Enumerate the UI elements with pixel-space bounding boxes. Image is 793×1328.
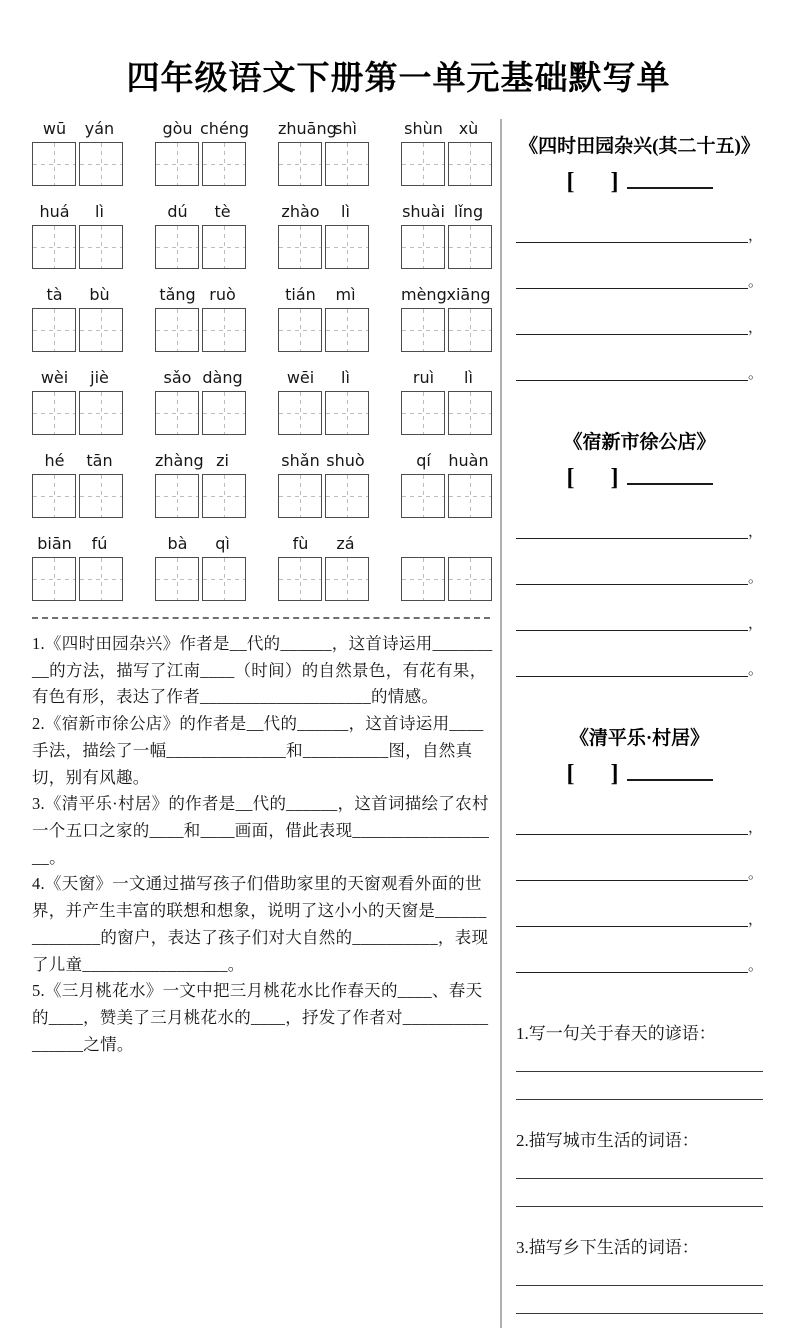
content-columns bbox=[32, 119, 765, 1328]
pinyin-syllable: shì bbox=[334, 119, 357, 138]
left-column bbox=[32, 119, 500, 1328]
pinyin-syllable: biān bbox=[37, 534, 72, 553]
question-2: 2.《宿新市徐公店》的作者是__代的______，这首诗运用____手法，描绘了一幅______________和__________图，自然真切，别有风趣。 bbox=[32, 714, 484, 787]
writing-box bbox=[155, 142, 199, 186]
pinyin-word-group bbox=[278, 119, 371, 186]
writing-box bbox=[79, 308, 123, 352]
writing-box bbox=[79, 474, 123, 518]
verse-blank-row bbox=[516, 276, 763, 289]
bracket-left: [ bbox=[566, 761, 575, 787]
writing-box bbox=[202, 474, 246, 518]
writing-box bbox=[401, 557, 445, 601]
pinyin-row bbox=[32, 119, 494, 186]
writing-box bbox=[448, 142, 492, 186]
bracket-left: [ bbox=[566, 465, 575, 491]
pinyin-word-group bbox=[155, 368, 248, 435]
pinyin-word-group bbox=[32, 451, 125, 518]
verse-punctuation: ， bbox=[748, 524, 764, 540]
pinyin-syllable: wū bbox=[42, 119, 67, 138]
verse-punctuation: ， bbox=[748, 616, 764, 632]
writing-box bbox=[202, 308, 246, 352]
writing-box bbox=[32, 557, 76, 601]
writing-box bbox=[448, 391, 492, 435]
pinyin-syllable: lì bbox=[95, 202, 104, 221]
pinyin-syllable: zi bbox=[216, 451, 229, 470]
answer-blank-line bbox=[516, 1283, 763, 1286]
pinyin-syllable: shuò bbox=[326, 451, 365, 470]
pinyin-word-group bbox=[401, 451, 494, 518]
writing-box bbox=[401, 391, 445, 435]
pinyin-syllable: xù bbox=[458, 119, 479, 138]
pinyin-syllable: wēi bbox=[286, 368, 315, 387]
pinyin-syllable: fú bbox=[91, 534, 108, 553]
prompt-city-words: 2.描写城市生活的词语： bbox=[516, 1131, 699, 1150]
answer-blank-line bbox=[516, 1176, 763, 1179]
verse-blank-row bbox=[516, 618, 763, 631]
pinyin-syllable bbox=[401, 534, 446, 557]
pinyin-syllable: shǎn bbox=[281, 451, 320, 470]
pinyin-syllable: zhàng bbox=[155, 451, 204, 470]
verse-blank-row bbox=[516, 572, 763, 585]
bracket-right: ] bbox=[610, 465, 619, 491]
pinyin-word-group bbox=[32, 119, 125, 186]
page-title: 四年级语文下册第一单元基础默写单 bbox=[126, 61, 671, 97]
writing-box bbox=[155, 474, 199, 518]
writing-box bbox=[202, 557, 246, 601]
bracket-left: [ bbox=[566, 169, 575, 195]
answer-blank-line bbox=[516, 1204, 763, 1207]
verse-blank-row bbox=[516, 664, 763, 677]
pinyin-word-group bbox=[278, 451, 371, 518]
pinyin-syllable: chéng bbox=[200, 119, 250, 138]
writing-box bbox=[325, 225, 369, 269]
writing-box bbox=[202, 142, 246, 186]
writing-box bbox=[278, 391, 322, 435]
writing-box bbox=[278, 308, 322, 352]
pinyin-syllable: shùn bbox=[404, 119, 443, 138]
pinyin-word-group bbox=[155, 202, 248, 269]
pinyin-syllable: qì bbox=[215, 534, 230, 553]
verse-blank-row bbox=[516, 914, 763, 927]
pinyin-word-group bbox=[155, 119, 248, 186]
pinyin-word-group bbox=[32, 285, 125, 352]
answer-blank-line bbox=[516, 1097, 763, 1100]
pinyin-word-group bbox=[401, 202, 494, 269]
right-column bbox=[500, 119, 765, 1328]
word-prompts bbox=[516, 1019, 763, 1314]
pinyin-word-group bbox=[155, 285, 248, 352]
pinyin-syllable: wèi bbox=[40, 368, 69, 387]
pinyin-syllable: lì bbox=[341, 202, 350, 221]
writing-box bbox=[325, 474, 369, 518]
poem-title: 《宿新市徐公店》 bbox=[563, 432, 716, 453]
pinyin-syllable: sǎo bbox=[163, 368, 192, 387]
question-5: 5.《三月桃花水》一文中把三月桃花水比作春天的____、春天的____，赞美了三月桃花水的____，抒发了作者对________________之情。 bbox=[32, 981, 489, 1054]
pinyin-word-group bbox=[278, 202, 371, 269]
pinyin-word-group bbox=[401, 368, 494, 435]
writing-box bbox=[325, 142, 369, 186]
pinyin-word-group bbox=[32, 202, 125, 269]
verse-punctuation: 。 bbox=[748, 570, 764, 586]
pinyin-syllable: tān bbox=[86, 451, 113, 470]
pinyin-syllable: zhuāng bbox=[278, 119, 337, 138]
poem-title: 《清平乐·村居》 bbox=[569, 728, 710, 749]
writing-box bbox=[79, 142, 123, 186]
verse-blank-row bbox=[516, 822, 763, 835]
writing-box bbox=[278, 557, 322, 601]
writing-box bbox=[32, 391, 76, 435]
verse-punctuation: ， bbox=[748, 912, 764, 928]
verse-blank-line bbox=[516, 536, 748, 539]
verse-blank-line bbox=[516, 628, 748, 631]
pinyin-row bbox=[32, 534, 494, 601]
verse-punctuation: 。 bbox=[748, 662, 764, 678]
prompt-country-words: 3.描写乡下生活的词语： bbox=[516, 1238, 699, 1257]
writing-box bbox=[401, 142, 445, 186]
writing-box bbox=[401, 308, 445, 352]
writing-box bbox=[32, 142, 76, 186]
pinyin-syllable: shuài bbox=[402, 202, 445, 221]
pinyin-syllable: xiāng bbox=[446, 285, 491, 304]
pinyin-word-group bbox=[278, 368, 371, 435]
pinyin-syllable: huá bbox=[39, 202, 70, 221]
writing-box bbox=[32, 225, 76, 269]
dashed-divider bbox=[32, 617, 490, 619]
pinyin-syllable: huàn bbox=[448, 451, 489, 470]
bracket-right: ] bbox=[610, 169, 619, 195]
verse-blank-line bbox=[516, 582, 748, 585]
pinyin-word-group bbox=[155, 451, 248, 518]
verse-blank-row bbox=[516, 368, 763, 381]
pinyin-syllable: mèng bbox=[401, 285, 447, 304]
writing-box bbox=[448, 225, 492, 269]
pinyin-syllable: bà bbox=[167, 534, 188, 553]
pinyin-syllable bbox=[446, 534, 491, 557]
pinyin-word-group bbox=[155, 534, 248, 601]
verse-blank-row bbox=[516, 960, 763, 973]
pinyin-syllable: tè bbox=[214, 202, 231, 221]
verse-punctuation: 。 bbox=[748, 866, 764, 882]
comprehension-questions bbox=[32, 631, 494, 1059]
pinyin-word-group bbox=[32, 368, 125, 435]
poem-section-qingpingle bbox=[516, 723, 763, 973]
pinyin-syllable: lì bbox=[464, 368, 473, 387]
verse-punctuation: 。 bbox=[748, 274, 764, 290]
pinyin-syllable: hé bbox=[44, 451, 65, 470]
pinyin-syllable: zhào bbox=[281, 202, 320, 221]
writing-box bbox=[32, 308, 76, 352]
pinyin-syllable: dú bbox=[167, 202, 188, 221]
pinyin-word-group bbox=[32, 534, 125, 601]
question-1: 1.《四时田园杂兴》作者是__代的______，这首诗运用_________的方法，描写了江南____（时间）的自然景色，有花有果，有色有形，表达了作者____________________的情感。 bbox=[32, 634, 493, 707]
pinyin-syllable: tǎng bbox=[159, 285, 196, 304]
pinyin-syllable: tián bbox=[285, 285, 316, 304]
writing-box bbox=[202, 391, 246, 435]
verse-blank-row bbox=[516, 868, 763, 881]
pinyin-syllable: lì bbox=[341, 368, 350, 387]
verse-blank-row bbox=[516, 230, 763, 243]
bracket-right: ] bbox=[610, 761, 619, 787]
poem-section-suxinshi bbox=[516, 427, 763, 677]
pinyin-syllable: qí bbox=[416, 451, 431, 470]
verse-blank-line bbox=[516, 878, 748, 881]
pinyin-syllable: zá bbox=[336, 534, 355, 553]
verse-punctuation: 。 bbox=[748, 958, 764, 974]
writing-box bbox=[79, 557, 123, 601]
pinyin-word-group bbox=[401, 119, 494, 186]
dynasty-author-line bbox=[516, 167, 763, 197]
verse-blank-row bbox=[516, 526, 763, 539]
writing-box bbox=[401, 225, 445, 269]
writing-box bbox=[448, 474, 492, 518]
poem-title: 《四时田园杂兴(其二十五)》 bbox=[519, 136, 760, 157]
pinyin-syllable: lǐng bbox=[453, 202, 484, 221]
pinyin-word-group bbox=[278, 534, 371, 601]
verse-blank-line bbox=[516, 970, 748, 973]
pinyin-syllable: bù bbox=[89, 285, 110, 304]
pinyin-syllable: mì bbox=[335, 285, 356, 304]
pinyin-syllable: dàng bbox=[202, 368, 243, 387]
writing-box bbox=[278, 225, 322, 269]
prompt-spring-proverb: 1.写一句关于春天的谚语： bbox=[516, 1024, 716, 1043]
pinyin-row bbox=[32, 202, 494, 269]
verse-punctuation: 。 bbox=[748, 366, 764, 382]
writing-box bbox=[155, 391, 199, 435]
verse-punctuation: ， bbox=[748, 820, 764, 836]
writing-box bbox=[155, 557, 199, 601]
writing-box bbox=[401, 474, 445, 518]
pinyin-syllable: ruì bbox=[412, 368, 435, 387]
author-blank-line bbox=[627, 463, 713, 485]
pinyin-row bbox=[32, 285, 494, 352]
question-4: 4.《天窗》一文通过描写孩子们借助家里的天窗观看外面的世界，并产生丰富的联想和想象，说明了这小小的天窗是______________的窗户，表达了孩子们对大自然的__________，表现了儿童_________________。 bbox=[32, 874, 489, 974]
verse-blank-row bbox=[516, 322, 763, 335]
dynasty-author-line bbox=[516, 463, 763, 493]
writing-box bbox=[448, 308, 492, 352]
verse-blank-line bbox=[516, 924, 748, 927]
verse-punctuation: ， bbox=[748, 320, 764, 336]
verse-blank-line bbox=[516, 332, 748, 335]
pinyin-word-group bbox=[401, 534, 494, 601]
poem-section-sishitianyuan bbox=[516, 131, 763, 381]
writing-box bbox=[32, 474, 76, 518]
pinyin-syllable: yán bbox=[84, 119, 115, 138]
dynasty-author-line bbox=[516, 759, 763, 789]
author-blank-line bbox=[627, 167, 713, 189]
writing-box bbox=[325, 557, 369, 601]
pinyin-syllable: gòu bbox=[162, 119, 193, 138]
verse-blank-line bbox=[516, 378, 748, 381]
pinyin-row bbox=[32, 368, 494, 435]
writing-box bbox=[448, 557, 492, 601]
author-blank-line bbox=[627, 759, 713, 781]
pinyin-syllable: jiè bbox=[90, 368, 109, 387]
pinyin-syllable: fù bbox=[292, 534, 309, 553]
writing-box bbox=[155, 225, 199, 269]
verse-blank-line bbox=[516, 674, 748, 677]
writing-box bbox=[79, 225, 123, 269]
writing-box bbox=[278, 142, 322, 186]
verse-blank-line bbox=[516, 832, 748, 835]
writing-box bbox=[278, 474, 322, 518]
pinyin-row bbox=[32, 451, 494, 518]
pinyin-syllable: tà bbox=[46, 285, 63, 304]
writing-box bbox=[155, 308, 199, 352]
pinyin-word-group bbox=[401, 285, 494, 352]
question-3: 3.《清平乐·村居》的作者是__代的______，这首词描绘了农村一个五口之家的____和____画面，借此表现__________________。 bbox=[32, 794, 490, 867]
verse-punctuation: ， bbox=[748, 228, 764, 244]
answer-blank-line bbox=[516, 1311, 763, 1314]
writing-box bbox=[202, 225, 246, 269]
verse-blank-line bbox=[516, 240, 748, 243]
writing-box bbox=[325, 391, 369, 435]
answer-blank-line bbox=[516, 1069, 763, 1072]
pinyin-word-group bbox=[278, 285, 371, 352]
verse-blank-line bbox=[516, 286, 748, 289]
writing-box bbox=[325, 308, 369, 352]
pinyin-syllable: ruò bbox=[209, 285, 236, 304]
writing-box bbox=[79, 391, 123, 435]
